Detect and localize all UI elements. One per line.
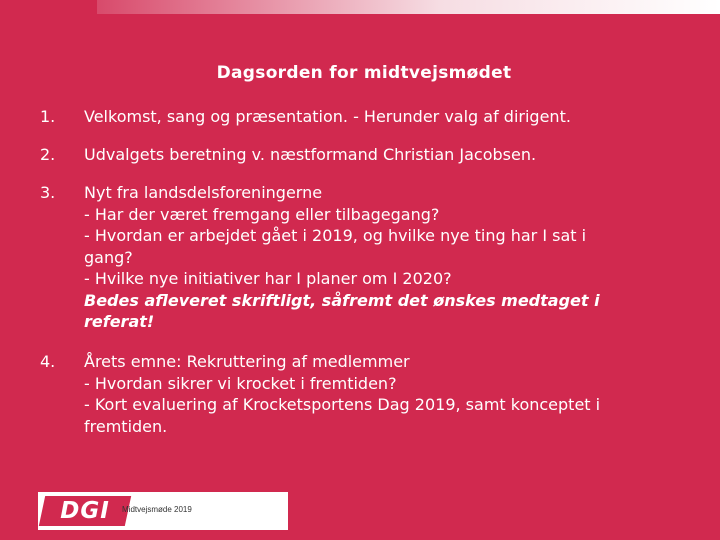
agenda-line: - Hvordan er arbejdet gået i 2019, og hvilke nye ting har I sat i: [84, 226, 587, 245]
agenda-line: - Hvilke nye initiativer har I planer om I 2020?: [84, 269, 452, 288]
agenda-line: - Har der været fremgang eller tilbagegang?: [84, 204, 440, 224]
footer-text: Midtvejsmøde 2019: [122, 505, 192, 514]
header-gradient-bar: [97, 0, 720, 14]
agenda-line: Velkomst, sang og præsentation. - Herunder valg af dirigent.: [84, 107, 571, 126]
agenda-line: Årets emne: Rekruttering af medlemmer: [84, 352, 410, 371]
agenda-item-number: 4.: [40, 352, 56, 371]
agenda-line: - Hvordan sikrer vi krocket i fremtiden?: [84, 373, 397, 393]
agenda-line: - Kort evaluering af Krocketsportens Dag 2019, samt konceptet i: [84, 395, 601, 414]
agenda-line: gang?: [84, 247, 133, 267]
agenda-line: Udvalgets beretning v. næstformand Christian Jacobsen.: [84, 145, 537, 164]
dgi-logo: [39, 496, 131, 526]
agenda-emphasis-line: referat!: [84, 312, 155, 331]
agenda-item-number: 3.: [40, 183, 56, 202]
agenda-line: fremtiden.: [84, 416, 168, 436]
agenda-item-text: [84, 144, 684, 166]
agenda-item-number: 2.: [40, 145, 56, 164]
agenda-item-text: [84, 351, 684, 437]
agenda-item-text: [84, 182, 684, 333]
agenda-emphasis-line: Bedes afleveret skriftligt, såfremt det ønskes medtaget i: [84, 290, 600, 310]
footer: [38, 492, 288, 530]
page-title: Dagsorden for midtvejsmødet: [216, 63, 512, 83]
agenda-line: Nyt fra landsdelsforeningerne: [84, 183, 323, 202]
agenda-item-number: 1.: [40, 107, 56, 126]
agenda-item-text: [84, 106, 684, 128]
dgi-logo-text: DGI: [60, 498, 110, 524]
